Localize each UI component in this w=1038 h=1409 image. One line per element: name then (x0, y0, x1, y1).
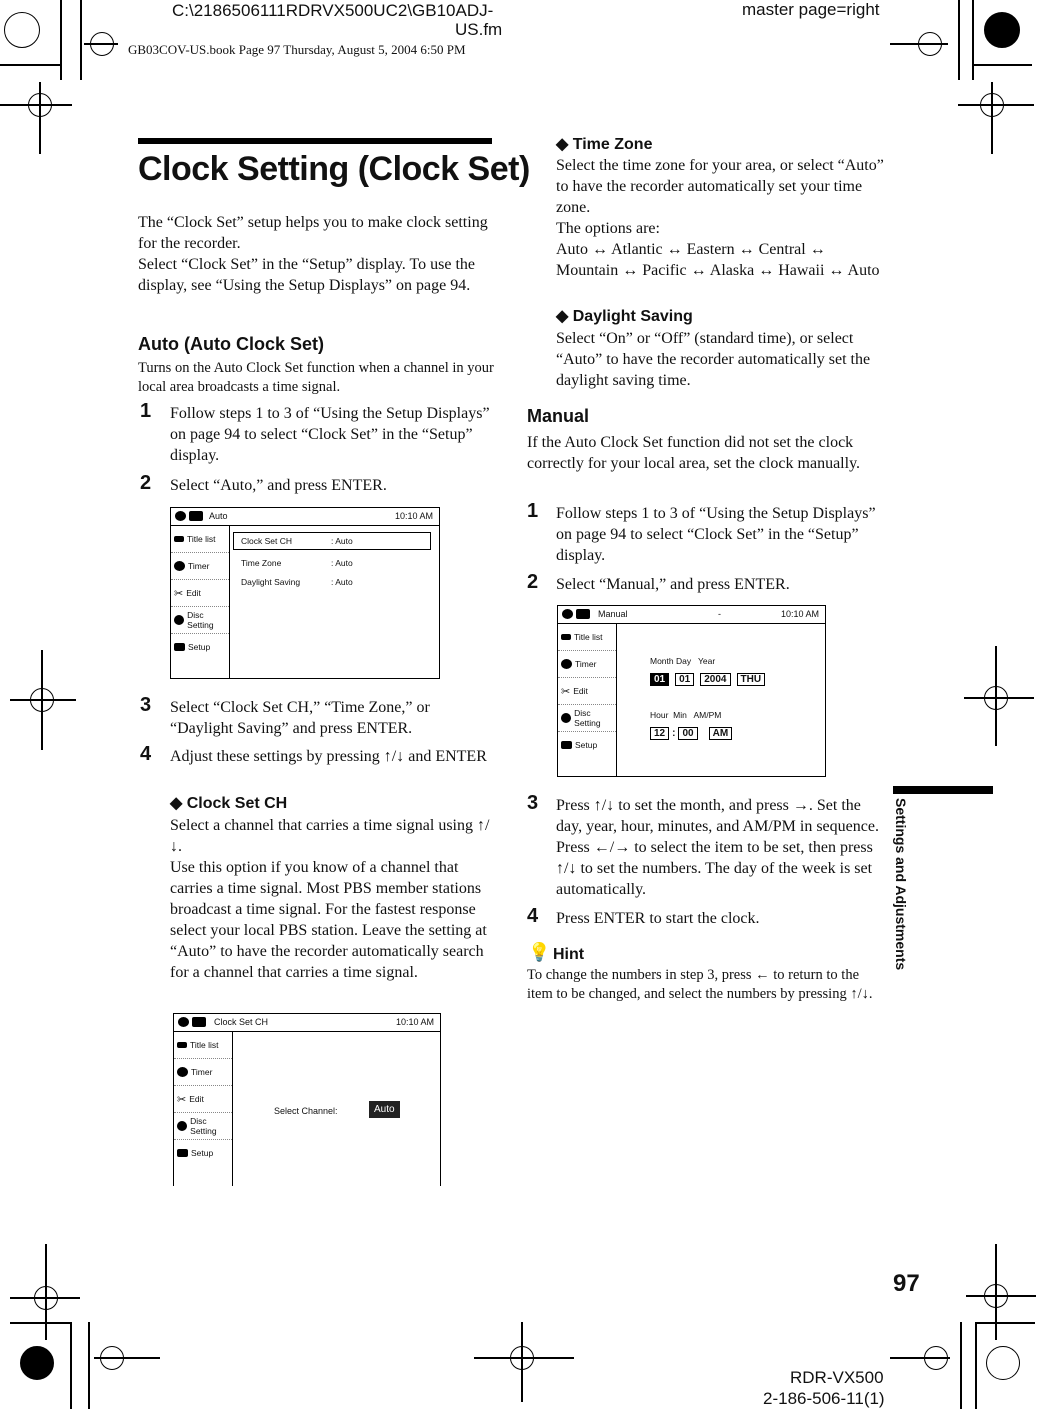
menu-item-edit: ✂ Edit (174, 1086, 232, 1113)
row-label: Time Zone (241, 558, 282, 568)
screen-menu (174, 1032, 233, 1186)
time-zone-heading: ◆ Time Zone (556, 136, 653, 153)
side-tab-bar (893, 786, 993, 794)
screen-dash: - (718, 609, 721, 619)
time-fields: 12 : 00 AM (650, 727, 732, 740)
row-label: Daylight Saving (241, 577, 301, 587)
row-label: Clock Set CH (241, 536, 293, 546)
footer-model: RDR-VX500 (790, 1368, 884, 1387)
hint-text: To change the numbers in step 3, press ← to return to the item to be changed, and select the numbers by pressing ↑/↓. (527, 967, 873, 1002)
step-number: 1 (527, 500, 539, 522)
clock-set-ch-p2: Use this option if you know of a channel that carries a time signal. Most PBS member stations broadcast a time signal. For the fastest response select your local PBS station. Leave the setting at “Auto” to have the recorder automatically search for a channel that carries a time signal. (170, 859, 487, 981)
date-labels: Month Day Year (650, 656, 716, 666)
menu-item-title-list: Title list (174, 1032, 232, 1059)
month-field: 01 (650, 673, 669, 686)
side-tab-label: Settings and Adjustments (893, 798, 909, 971)
menu-item-edit: ✂ Edit (558, 678, 616, 705)
row-value: : Auto (331, 536, 353, 546)
day-field: 01 (675, 673, 694, 686)
menu-item-title-list: Title list (171, 526, 229, 553)
side-tab (893, 798, 915, 978)
step-text: Press ENTER to start the clock. (556, 910, 760, 927)
screen-time: 10:10 AM (780, 609, 819, 619)
menu-item-disc-setting: Disc Setting (174, 1113, 232, 1140)
hint-heading: Hint (553, 946, 585, 963)
clock-set-ch-p1: Select a channel that carries a time signal using ↑/↓. (170, 817, 490, 855)
menu-item-setup: Setup (558, 732, 616, 758)
auto-screen (170, 507, 440, 679)
screen-title: Clock Set CH (214, 1017, 269, 1027)
screen-title: Auto (209, 511, 228, 521)
intro-text (138, 212, 498, 296)
footer-code: 2-186-506-11(1) (763, 1389, 885, 1408)
menu-item-setup: Setup (174, 1140, 232, 1166)
screen-menu (171, 526, 230, 678)
menu-item-timer: Timer (174, 1059, 232, 1086)
select-channel-label: Select Channel: (274, 1106, 338, 1116)
date-fields (650, 673, 765, 686)
menu-item-edit: ✂ Edit (171, 580, 229, 607)
page-number: 97 (893, 1270, 920, 1297)
screen-title-bar (171, 508, 439, 526)
master-page-label: master page=right (742, 0, 880, 19)
time-zone-p1: Select the time zone for your area, or select “Auto” to have the recorder automatically set your time zone. (556, 157, 884, 216)
clock-set-ch-screen (173, 1013, 441, 1186)
intro-p1: The “Clock Set” setup helps you to make clock setting for the recorder. (138, 214, 488, 252)
step-number: 3 (140, 694, 152, 716)
step-text: Follow steps 1 to 3 of “Using the Setup Displays” on page 94 to select “Clock Set” in the “Setup” display. (170, 405, 490, 464)
screen-title: Manual (598, 609, 628, 619)
lightbulb-icon: 💡 (528, 942, 551, 962)
file-path-cont: US.fm (455, 20, 503, 39)
screen-menu (558, 624, 617, 776)
intro-p2: Select “Clock Set” in the “Setup” display. To use the display, see “Using the Setup Displays” on page 94. (138, 256, 476, 294)
screen-title-bar (174, 1014, 440, 1032)
auto-heading: Auto (Auto Clock Set) (138, 334, 324, 354)
step-text: Select “Manual,” and press ENTER. (556, 576, 790, 593)
manual-heading: Manual (527, 406, 590, 426)
step-number: 4 (140, 743, 152, 765)
file-path: C:\2186506111RDRVX500UC2\GB10ADJ- (172, 1, 494, 20)
step-number: 2 (527, 571, 539, 593)
manual-screen (557, 605, 826, 777)
step-text: Select “Auto,” and press ENTER. (170, 477, 387, 494)
hour-field: 12 (650, 727, 669, 740)
step-text: Press ↑/↓ to set the month, and press →. Set the day, year, hour, minutes, and AM/PM in sequence. Press ←/→ to select the item to be set, then press ↑/↓ to set the numbers. The day of the week is set automatically. (556, 797, 879, 898)
year-field: 2004 (700, 673, 730, 686)
book-info: GB03COV-US.book Page 97 Thursday, August 5, 2004 6:50 PM (128, 42, 466, 57)
step-text: Select “Clock Set CH,” “Time Zone,” or “Daylight Saving” and press ENTER. (170, 699, 430, 737)
step-number: 1 (140, 400, 152, 422)
menu-item-disc-setting: Disc Setting (558, 705, 616, 732)
menu-item-disc-setting: Disc Setting (171, 607, 229, 634)
step-number: 2 (140, 472, 152, 494)
row-value: : Auto (331, 558, 353, 568)
screen-time: 10:10 AM (394, 511, 433, 521)
row-value: : Auto (331, 577, 353, 587)
step-number: 4 (527, 905, 539, 927)
menu-item-timer: Timer (171, 553, 229, 580)
ampm-field: AM (709, 727, 733, 740)
page-title: Clock Setting (Clock Set) (138, 150, 530, 188)
screen-title-bar (558, 606, 825, 624)
step-number: 3 (527, 792, 539, 814)
menu-item-setup: Setup (171, 634, 229, 660)
daylight-heading: ◆ Daylight Saving (556, 308, 693, 325)
screen-time: 10:10 AM (395, 1017, 434, 1027)
time-zone-text (556, 155, 886, 281)
manual-desc: If the Auto Clock Set function did not set the clock correctly for your local area, set the clock manually. (527, 434, 861, 472)
step-text: Follow steps 1 to 3 of “Using the Setup Displays” on page 94 to select “Clock Set” in the “Setup” display. (556, 505, 876, 564)
menu-item-timer: Timer (558, 651, 616, 678)
clock-set-ch-heading: ◆ Clock Set CH (170, 795, 288, 812)
step-text: Adjust these settings by pressing ↑/↓ and ENTER (170, 748, 487, 765)
channel-value: Auto (369, 1101, 400, 1118)
day-of-week-field: THU (737, 673, 766, 686)
time-zone-p2: The options are: (556, 220, 660, 237)
time-labels: Hour Min AM/PM (650, 710, 722, 720)
daylight-text: Select “On” or “Off” (standard time), or select “Auto” to have the recorder automatically set the daylight saving time. (556, 330, 871, 389)
menu-item-title-list: Title list (558, 624, 616, 651)
time-zone-options: Auto ↔ Atlantic ↔ Eastern ↔ Central ↔ Mountain ↔ Pacific ↔ Alaska ↔ Hawaii ↔ Auto (556, 241, 880, 279)
auto-desc: Turns on the Auto Clock Set function when a channel in your local area broadcasts a time signal. (138, 360, 494, 395)
title-rule (138, 138, 492, 144)
clock-set-ch-text (170, 815, 495, 983)
minute-field: 00 (678, 727, 697, 740)
